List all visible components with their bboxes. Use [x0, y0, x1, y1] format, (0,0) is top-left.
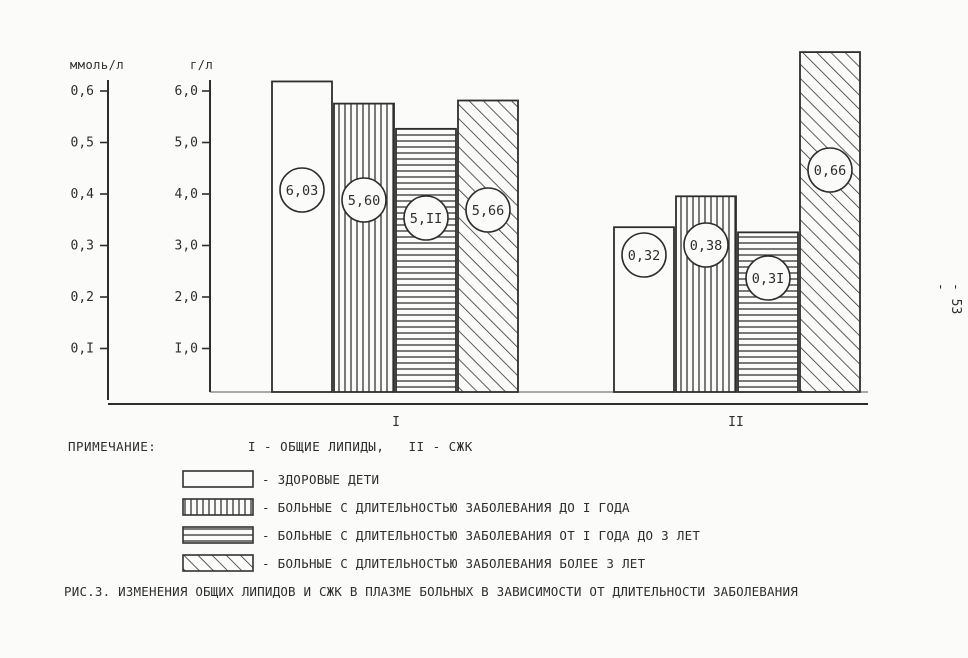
right-axis-tick-label: 4,0 — [174, 187, 198, 202]
value-label-II-3: 0,3I — [751, 271, 785, 287]
left-axis-tick-label: 0,4 — [70, 187, 94, 202]
note-label: ПРИМЕЧАНИЕ: — [68, 439, 157, 454]
legend-item-healthy — [182, 468, 379, 490]
legend-swatch-diagonal — [182, 554, 254, 572]
value-label-II-4: 0,66 — [813, 163, 847, 179]
right-axis-tick-label: 3,0 — [174, 238, 198, 254]
category-label-II: II — [728, 415, 744, 430]
right-axis-tick-label: I,0 — [174, 341, 198, 357]
value-label-I-4: 5,66 — [471, 203, 505, 219]
value-label-I-3: 5,II — [409, 211, 443, 227]
legend-label: - БОЛЬНЫЕ С ДЛИТЕЛЬНОСТЬЮ ЗАБОЛЕВАНИЯ БОЛЕЕ 3 ЛЕТ — [262, 555, 646, 571]
right-axis-tick-label: 2,0 — [174, 290, 198, 305]
legend-label: - БОЛЬНЫЕ С ДЛИТЕЛЬНОСТЬЮ ЗАБОЛЕВАНИЯ ДО I ГОДА — [262, 499, 630, 515]
right-axis-unit: г/л — [190, 58, 214, 72]
legend-swatch-vertical — [182, 498, 254, 516]
legend-swatch-empty — [182, 470, 254, 488]
value-label-II-1: 0,32 — [627, 248, 661, 264]
left-axis-tick-label: 0,3 — [70, 238, 94, 254]
value-label-I-2: 5,60 — [347, 193, 381, 209]
value-label-I-1: 6,03 — [285, 183, 319, 199]
bar-I-1 — [272, 81, 332, 392]
figure-caption: РИС.3. ИЗМЕНЕНИЯ ОБЩИХ ЛИПИДОВ И СЖК В ПЛАЗМЕ БОЛЬНЫХ В ЗАВИСИМОСТИ ОТ ДЛИТЕЛЬНОСТИ ЗАБОЛЕВАНИЯ — [64, 584, 798, 599]
left-axis-unit: ммоль/л — [70, 58, 125, 72]
legend-label: - БОЛЬНЫЕ С ДЛИТЕЛЬНОСТЬЮ ЗАБОЛЕВАНИЯ ОТ I ГОДА ДО 3 ЛЕТ — [262, 527, 701, 543]
page-number: - 53 - — [933, 283, 963, 315]
bar-I-4 — [458, 101, 518, 392]
legend-item-1-to-3-years — [182, 524, 700, 546]
legend-swatch-horizontal — [182, 526, 254, 544]
right-axis-tick-label: 6,0 — [174, 84, 198, 99]
bar-II-4 — [800, 52, 860, 392]
left-axis-tick-label: 0,2 — [70, 290, 94, 305]
legend-item-under-1-year — [182, 496, 630, 518]
right-axis-tick-label: 5,0 — [174, 135, 198, 151]
left-axis-tick-label: 0,6 — [70, 84, 94, 99]
left-axis-tick-label: 0,5 — [70, 135, 94, 151]
legend-label: - ЗДОРОВЫЕ ДЕТИ — [262, 471, 380, 487]
legend-item-over-3-years — [182, 552, 645, 574]
category-label-I: I — [392, 415, 400, 430]
value-label-II-2: 0,38 — [689, 238, 723, 254]
bar-I-3 — [396, 129, 456, 392]
left-axis-tick-label: 0,I — [70, 341, 94, 357]
bar-I-2 — [334, 104, 394, 392]
note-text: I - ОБЩИЕ ЛИПИДЫ, II - СЖК — [248, 439, 473, 454]
